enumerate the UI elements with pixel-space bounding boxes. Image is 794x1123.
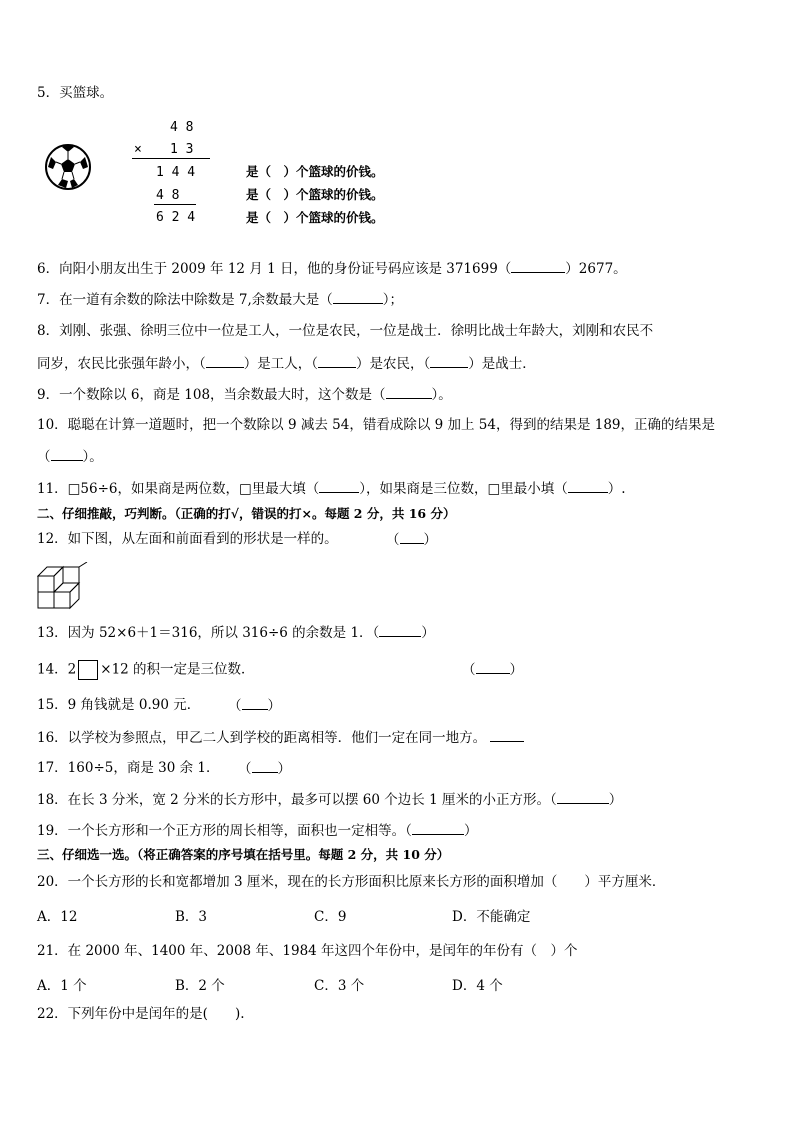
- q8-blank-1[interactable]: [206, 354, 244, 368]
- calc-line-1: [132, 158, 210, 159]
- q21-option-c[interactable]: C．3 个: [314, 978, 365, 994]
- calc-result: 6 2 4: [156, 210, 196, 225]
- q20-option-b[interactable]: B．3: [175, 909, 208, 925]
- calc-partial-1: 1 4 4: [156, 165, 196, 180]
- q14-text-b: ×12 的积一定是三位数．: [100, 661, 255, 678]
- q20-option-d[interactable]: D．不能确定: [452, 909, 531, 925]
- q8-line-2: [37, 354, 536, 373]
- q12-text: 12．如下图，从左面和前面看到的形状是一样的。: [37, 531, 338, 547]
- question-6: [37, 259, 627, 278]
- q9-blank[interactable]: [386, 385, 432, 399]
- q5-line-3: 是（ ）个篮球的价钱。: [246, 210, 384, 225]
- q8-blank-3[interactable]: [430, 354, 468, 368]
- q10-line-1: 10．聪聪在计算一道题时，把一个数除以 9 减去 54，错看成除以 9 加上 54，得到的结果是 189，正确的结果是: [37, 417, 716, 433]
- calc-operator: ×: [134, 142, 142, 157]
- calc-multiplicand: 4 8: [170, 120, 194, 135]
- q20-text: 20．一个长方形的长和宽都增加 3 厘米，现在的长方形面积比原来长方形的面积增加（ ）平方厘米．: [37, 874, 666, 890]
- q11-text-c: ）.: [607, 481, 626, 497]
- q17-answer[interactable]: [238, 759, 291, 778]
- q21-option-a[interactable]: A．1 个: [37, 978, 87, 994]
- section-3-heading: 三、仔细选一选。（将正确答案的序号填在括号里。每题 2 分，共 10 分）: [37, 847, 450, 862]
- q8-text-d: ）是战士．: [468, 356, 536, 372]
- calc-line-2: [154, 204, 196, 205]
- q11-blank-2[interactable]: [568, 479, 608, 493]
- q17-text: 17．160÷5，商是 30 余 1．: [37, 760, 220, 776]
- q7-blank[interactable]: [333, 290, 383, 304]
- q11-text-a: 11．□56÷6，如果商是两位数，□里最大填（: [37, 481, 320, 497]
- calc-partial-2: 4 8: [156, 188, 180, 203]
- question-19: [37, 821, 477, 840]
- q17-paren-right: ）: [277, 761, 291, 777]
- q6-text: 6．向阳小朋友出生于 2009 年 12 月 1 日，他的身份证号码应该是 371699（: [37, 261, 512, 277]
- q20-option-c[interactable]: C．9: [314, 909, 347, 925]
- q19-blank[interactable]: [412, 821, 464, 835]
- q10-line-2: [37, 447, 103, 466]
- q14-blank[interactable]: [476, 660, 510, 674]
- q15-paren-right: ）: [267, 698, 281, 714]
- q18-blank[interactable]: [557, 790, 609, 804]
- q12-paren-right: ）: [423, 532, 437, 548]
- q15-answer[interactable]: [228, 696, 281, 715]
- q16-blank[interactable]: [490, 728, 524, 742]
- q14-paren-right: ）: [509, 662, 523, 678]
- q13-blank[interactable]: [379, 623, 421, 637]
- q15-text: 15．9 角钱就是 0.90 元．: [37, 697, 201, 713]
- q19-end: ）: [463, 823, 478, 839]
- question-16: [37, 728, 524, 747]
- soccer-ball-icon: [44, 143, 92, 191]
- q21-option-b[interactable]: B．2 个: [175, 978, 225, 994]
- q21-text: 21．在 2000 年、1400 年、2008 年、1984 年这四个年份中，是闰年的年份有（ ）个: [37, 943, 578, 959]
- q11-text-b: ），如果商是三位数，□里最小填（: [359, 481, 568, 497]
- question-14: [37, 660, 255, 680]
- q6-blank[interactable]: [511, 259, 565, 273]
- q10-text-b: ）。: [82, 449, 103, 465]
- question-9: [37, 385, 452, 404]
- section-2-heading: 二、仔细推敲，巧判断。（正确的打√，错误的打×。每题 2 分，共 16 分）: [37, 506, 456, 521]
- question-11: [37, 479, 626, 498]
- q15-paren-left: （: [228, 698, 242, 714]
- cube-figure: [37, 562, 89, 610]
- q22-text: 22．下列年份中是闰年的是( ).: [37, 1006, 245, 1022]
- q17-blank[interactable]: [252, 759, 278, 773]
- q8-text-c: ）是农民，（: [356, 356, 431, 372]
- q5-title: 5．买篮球。: [37, 85, 114, 101]
- q5-line-2: 是（ ）个篮球的价钱。: [246, 187, 384, 202]
- q8-text-a: 同岁，农民比张强年龄小，（: [37, 356, 206, 372]
- q18-end: ）: [608, 792, 623, 808]
- q7-text: 7．在一道有余数的除法中除数是 7,余数最大是（: [37, 292, 333, 308]
- question-18: [37, 790, 622, 809]
- q8-line-1: 8．刘刚、张强、徐明三位中一位是工人，一位是农民，一位是战士．徐明比战士年龄大，刘刚和农民不: [37, 323, 654, 339]
- q8-text-b: ）是工人，（: [243, 356, 318, 372]
- q14-text-a: 14．2: [37, 661, 77, 678]
- q20-option-a[interactable]: A．12: [37, 909, 78, 925]
- q12-blank[interactable]: [400, 530, 424, 544]
- q14-answer[interactable]: [462, 660, 523, 679]
- q12-answer[interactable]: [386, 530, 437, 549]
- q13-text: 13．因为 52×6＋1＝316，所以 316÷6 的余数是 1．（: [37, 625, 380, 641]
- q10-blank[interactable]: [51, 447, 83, 461]
- q16-text: 16．以学校为参照点，甲乙二人到学校的距离相等．他们一定在同一地方。: [37, 730, 487, 746]
- q5-line-1: 是（ ）个篮球的价钱。: [246, 164, 384, 179]
- q14-digit-box[interactable]: [78, 660, 98, 680]
- q9-end: ）。: [431, 387, 452, 403]
- q15-blank[interactable]: [242, 696, 268, 710]
- q8-blank-2[interactable]: [318, 354, 356, 368]
- q14-paren-left: （: [462, 662, 476, 678]
- q7-end: ）；: [382, 292, 404, 308]
- q6-end: ）2677。: [565, 261, 627, 277]
- q21-option-d[interactable]: D．4 个: [452, 978, 503, 994]
- calc-multiplier: 1 3: [170, 142, 194, 157]
- q9-text: 9．一个数除以 6，商是 108，当余数最大时，这个数是（: [37, 387, 386, 403]
- question-13: [37, 623, 435, 642]
- q12-paren-left: （: [386, 532, 400, 548]
- question-7: [37, 290, 403, 309]
- q10-text-a: （: [37, 449, 51, 465]
- q13-end: ）: [421, 625, 435, 641]
- q11-blank-1[interactable]: [319, 479, 359, 493]
- q17-paren-left: （: [238, 761, 252, 777]
- q19-text: 19．一个长方形和一个正方形的周长相等，面积也一定相等。（: [37, 823, 412, 839]
- q18-text: 18．在长 3 分米，宽 2 分米的长方形中，最多可以摆 60 个边长 1 厘米的小正方形。（: [37, 792, 557, 808]
